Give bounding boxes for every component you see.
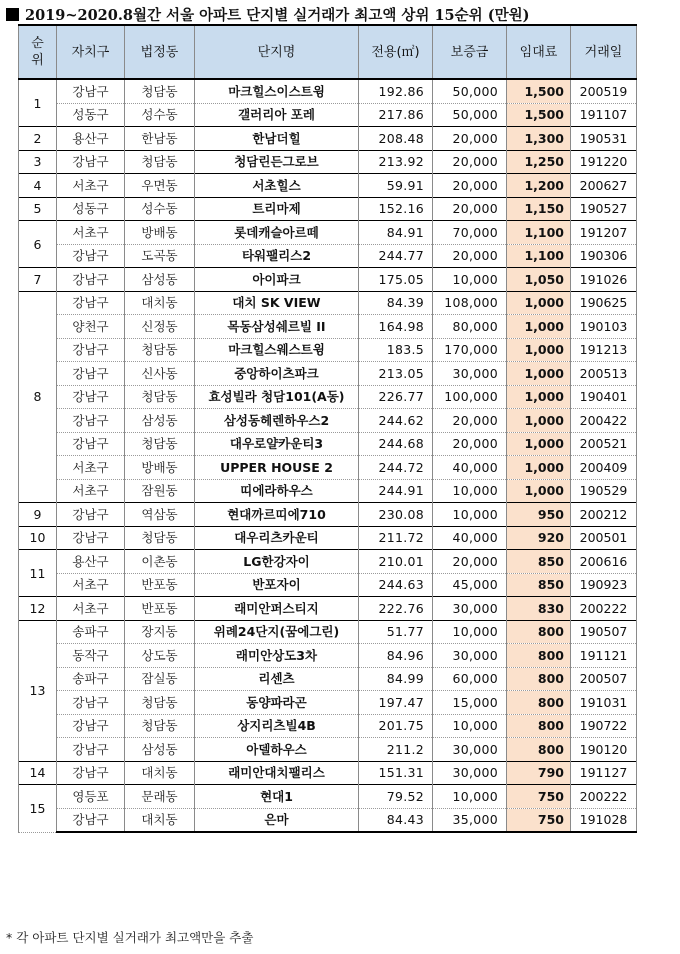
area-cell: 244.68 [359,432,433,456]
rent-cell: 800 [507,714,571,738]
rank-cell: 13 [19,620,57,761]
dong-cell: 대치동 [125,808,195,832]
rent-cell: 800 [507,644,571,668]
deposit-cell: 35,000 [433,808,507,832]
deposit-cell: 20,000 [433,150,507,174]
deposit-cell: 170,000 [433,338,507,362]
rent-cell: 1,250 [507,150,571,174]
district-cell: 강남구 [57,244,125,268]
rank-cell: 7 [19,268,57,292]
deposit-cell: 20,000 [433,432,507,456]
date-cell: 190722 [571,714,637,738]
district-cell: 서초구 [57,573,125,597]
date-cell: 191220 [571,150,637,174]
area-cell: 213.05 [359,362,433,386]
area-cell: 213.92 [359,150,433,174]
dong-cell: 성수동 [125,103,195,127]
area-cell: 210.01 [359,550,433,574]
table-row [19,362,637,386]
complex-cell: 중앙하이츠파크 [195,362,359,386]
complex-cell: 대우로얄카운티3 [195,432,359,456]
deposit-cell: 50,000 [433,79,507,103]
rent-cell: 1,050 [507,268,571,292]
area-cell: 211.72 [359,526,433,550]
district-cell: 용산구 [57,550,125,574]
district-cell: 서초구 [57,221,125,245]
dong-cell: 성수동 [125,197,195,221]
complex-cell: 마크힐스이스트윙 [195,79,359,103]
area-cell: 244.63 [359,573,433,597]
footnote: * 각 아파트 단지별 실거래가 최고액만을 추출 [6,930,254,945]
area-cell: 244.77 [359,244,433,268]
deposit-cell: 10,000 [433,479,507,503]
dong-cell: 신사동 [125,362,195,386]
deposit-cell: 70,000 [433,221,507,245]
header-date: 거래일 [571,25,637,79]
table-header-row [19,25,637,79]
dong-cell: 잠원동 [125,479,195,503]
table-row [19,597,637,621]
rank-cell: 15 [19,785,57,833]
date-cell: 200513 [571,362,637,386]
header-complex: 단지명 [195,25,359,79]
deposit-cell: 30,000 [433,738,507,762]
date-cell: 200409 [571,456,637,480]
deposit-cell: 30,000 [433,644,507,668]
district-cell: 강남구 [57,503,125,527]
dong-cell: 우면동 [125,174,195,198]
dong-cell: 삼성동 [125,409,195,433]
rent-cell: 1,000 [507,385,571,409]
dong-cell: 청담동 [125,432,195,456]
table-row [19,714,637,738]
complex-cell: 현대까르띠에710 [195,503,359,527]
dong-cell: 방배동 [125,456,195,480]
area-cell: 192.86 [359,79,433,103]
table-row [19,738,637,762]
rent-cell: 920 [507,526,571,550]
date-cell: 200521 [571,432,637,456]
rank-cell: 4 [19,174,57,198]
complex-cell: 은마 [195,808,359,832]
table-row [19,761,637,785]
district-cell: 강남구 [57,691,125,715]
dong-cell: 청담동 [125,150,195,174]
rent-cell: 800 [507,691,571,715]
district-cell: 강남구 [57,409,125,433]
dong-cell: 삼성동 [125,738,195,762]
date-cell: 191026 [571,268,637,292]
table-row [19,150,637,174]
deposit-cell: 100,000 [433,385,507,409]
complex-cell: 청담린든그로브 [195,150,359,174]
table-row [19,691,637,715]
table-body [19,79,637,832]
header-area: 전용(㎡) [359,25,433,79]
dong-cell: 장지동 [125,620,195,644]
date-cell: 190527 [571,197,637,221]
table-row [19,432,637,456]
header-rent: 임대료 [507,25,571,79]
rent-cell: 1,000 [507,291,571,315]
table-row [19,573,637,597]
dong-cell: 청담동 [125,385,195,409]
rent-cell: 790 [507,761,571,785]
deposit-cell: 60,000 [433,667,507,691]
table-row [19,315,637,339]
rent-cell: 850 [507,550,571,574]
date-cell: 191028 [571,808,637,832]
complex-cell: 트리마제 [195,197,359,221]
deposit-cell: 30,000 [433,761,507,785]
area-cell: 217.86 [359,103,433,127]
complex-cell: LG한강자이 [195,550,359,574]
rent-cell: 1,000 [507,456,571,480]
deposit-cell: 20,000 [433,244,507,268]
area-cell: 59.91 [359,174,433,198]
date-cell: 190923 [571,573,637,597]
district-cell: 강남구 [57,808,125,832]
district-cell: 강남구 [57,79,125,103]
dong-cell: 청담동 [125,526,195,550]
rent-cell: 1,000 [507,362,571,386]
deposit-cell: 40,000 [433,456,507,480]
deposit-cell: 20,000 [433,550,507,574]
area-cell: 84.91 [359,221,433,245]
deposit-cell: 30,000 [433,362,507,386]
table-row [19,385,637,409]
area-cell: 84.39 [359,291,433,315]
table-row [19,667,637,691]
dong-cell: 반포동 [125,597,195,621]
rent-cell: 1,000 [507,338,571,362]
complex-cell: 현대1 [195,785,359,809]
dong-cell: 상도동 [125,644,195,668]
complex-cell: 서초힐스 [195,174,359,198]
header-dong: 법정동 [125,25,195,79]
rent-cell: 750 [507,785,571,809]
table-row [19,620,637,644]
dong-cell: 청담동 [125,714,195,738]
rank-cell: 5 [19,197,57,221]
dong-cell: 신정동 [125,315,195,339]
date-cell: 190529 [571,479,637,503]
district-cell: 성동구 [57,103,125,127]
district-cell: 강남구 [57,150,125,174]
complex-cell: 목동삼성쉐르빌 II [195,315,359,339]
table-row [19,785,637,809]
area-cell: 226.77 [359,385,433,409]
table-row [19,550,637,574]
table-row [19,79,637,103]
header-district: 자치구 [57,25,125,79]
date-cell: 190531 [571,127,637,151]
complex-cell: 상지리츠빌4B [195,714,359,738]
deposit-cell: 10,000 [433,785,507,809]
area-cell: 152.16 [359,197,433,221]
complex-cell: UPPER HOUSE 2 [195,456,359,480]
deposit-cell: 45,000 [433,573,507,597]
deposit-cell: 80,000 [433,315,507,339]
dong-cell: 반포동 [125,573,195,597]
complex-cell: 반포자이 [195,573,359,597]
dong-cell: 역삼동 [125,503,195,527]
date-cell: 200627 [571,174,637,198]
deposit-cell: 10,000 [433,268,507,292]
complex-cell: 롯데캐슬아르떼 [195,221,359,245]
deposit-cell: 20,000 [433,174,507,198]
district-cell: 강남구 [57,526,125,550]
dong-cell: 한남동 [125,127,195,151]
rank-cell: 3 [19,150,57,174]
date-cell: 200507 [571,667,637,691]
complex-cell: 래미안상도3차 [195,644,359,668]
date-cell: 190401 [571,385,637,409]
table-row [19,338,637,362]
deposit-cell: 15,000 [433,691,507,715]
area-cell: 175.05 [359,268,433,292]
district-cell: 강남구 [57,385,125,409]
rent-cell: 1,000 [507,432,571,456]
rent-cell: 800 [507,738,571,762]
dong-cell: 삼성동 [125,268,195,292]
district-cell: 성동구 [57,197,125,221]
deposit-cell: 10,000 [433,620,507,644]
district-cell: 강남구 [57,268,125,292]
date-cell: 200616 [571,550,637,574]
rank-cell: 1 [19,79,57,127]
date-cell: 190507 [571,620,637,644]
rent-cell: 850 [507,573,571,597]
rent-cell: 1,200 [507,174,571,198]
complex-cell: 아이파크 [195,268,359,292]
date-cell: 191213 [571,338,637,362]
deposit-cell: 20,000 [433,127,507,151]
district-cell: 서초구 [57,479,125,503]
rent-cell: 750 [507,808,571,832]
deposit-cell: 10,000 [433,714,507,738]
rank-cell: 2 [19,127,57,151]
complex-cell: 타워팰리스2 [195,244,359,268]
table-row [19,409,637,433]
dong-cell: 청담동 [125,338,195,362]
table-row [19,174,637,198]
date-cell: 191127 [571,761,637,785]
dong-cell: 잠실동 [125,667,195,691]
district-cell: 용산구 [57,127,125,151]
rent-cell: 1,000 [507,479,571,503]
table-row [19,503,637,527]
rent-cell: 1,000 [507,315,571,339]
rent-cell: 1,000 [507,409,571,433]
district-cell: 서초구 [57,597,125,621]
rank-cell: 14 [19,761,57,785]
area-cell: 164.98 [359,315,433,339]
district-cell: 강남구 [57,714,125,738]
rank-cell: 12 [19,597,57,621]
complex-cell: 리센츠 [195,667,359,691]
header-rank: 순 위 [19,25,57,79]
date-cell: 191121 [571,644,637,668]
area-cell: 84.43 [359,808,433,832]
area-cell: 244.91 [359,479,433,503]
complex-cell: 위례24단지(꿈에그린) [195,620,359,644]
deposit-cell: 30,000 [433,597,507,621]
dong-cell: 청담동 [125,79,195,103]
complex-cell: 띠에라하우스 [195,479,359,503]
date-cell: 190120 [571,738,637,762]
date-cell: 191207 [571,221,637,245]
date-cell: 191107 [571,103,637,127]
complex-cell: 갤러리아 포레 [195,103,359,127]
dong-cell: 대치동 [125,291,195,315]
complex-cell: 대우리츠카운티 [195,526,359,550]
district-cell: 강남구 [57,738,125,762]
date-cell: 200422 [571,409,637,433]
table-row [19,197,637,221]
district-cell: 양천구 [57,315,125,339]
area-cell: 244.62 [359,409,433,433]
black-square-icon [6,8,19,21]
title-text: 2019~2020.8월간 서울 아파트 단지별 실거래가 최고액 상위 15순위 (만원) [25,6,530,24]
deposit-cell: 108,000 [433,291,507,315]
complex-cell: 삼성동헤렌하우스2 [195,409,359,433]
district-cell: 강남구 [57,291,125,315]
district-cell: 서초구 [57,456,125,480]
table-row [19,291,637,315]
complex-cell: 대치 SK VIEW [195,291,359,315]
complex-cell: 래미안대치팰리스 [195,761,359,785]
header-deposit: 보증금 [433,25,507,79]
table-row [19,456,637,480]
district-cell: 강남구 [57,761,125,785]
rent-cell: 1,100 [507,244,571,268]
district-cell: 강남구 [57,362,125,386]
area-cell: 197.47 [359,691,433,715]
deposit-cell: 20,000 [433,197,507,221]
table-row [19,127,637,151]
rent-cell: 1,500 [507,103,571,127]
rent-cell: 1,300 [507,127,571,151]
area-cell: 183.5 [359,338,433,362]
date-cell: 200222 [571,597,637,621]
date-cell: 200212 [571,503,637,527]
rent-cell: 800 [507,620,571,644]
area-cell: 84.96 [359,644,433,668]
area-cell: 244.72 [359,456,433,480]
rank-cell: 8 [19,291,57,503]
area-cell: 222.76 [359,597,433,621]
area-cell: 211.2 [359,738,433,762]
district-cell: 동작구 [57,644,125,668]
district-cell: 영등포 [57,785,125,809]
dong-cell: 도곡동 [125,244,195,268]
dong-cell: 청담동 [125,691,195,715]
rent-cell: 1,150 [507,197,571,221]
dong-cell: 대치동 [125,761,195,785]
deposit-cell: 50,000 [433,103,507,127]
rank-cell: 9 [19,503,57,527]
dong-cell: 방배동 [125,221,195,245]
rank-cell: 6 [19,221,57,268]
complex-cell: 래미안퍼스티지 [195,597,359,621]
date-cell: 200519 [571,79,637,103]
date-cell: 190625 [571,291,637,315]
complex-cell: 마크힐스웨스트윙 [195,338,359,362]
table-row [19,644,637,668]
area-cell: 151.31 [359,761,433,785]
date-cell: 190103 [571,315,637,339]
rent-cell: 1,100 [507,221,571,245]
rent-cell: 800 [507,667,571,691]
date-cell: 191031 [571,691,637,715]
area-cell: 79.52 [359,785,433,809]
district-cell: 송파구 [57,620,125,644]
deposit-cell: 40,000 [433,526,507,550]
district-cell: 강남구 [57,432,125,456]
date-cell: 190306 [571,244,637,268]
table-row [19,221,637,245]
rank-cell: 10 [19,526,57,550]
dong-cell: 이촌동 [125,550,195,574]
area-cell: 208.48 [359,127,433,151]
table-row [19,268,637,292]
rent-cell: 950 [507,503,571,527]
area-cell: 230.08 [359,503,433,527]
area-cell: 84.99 [359,667,433,691]
complex-cell: 동양파라곤 [195,691,359,715]
complex-cell: 한남더힐 [195,127,359,151]
deposit-cell: 10,000 [433,503,507,527]
rent-ranking-table [18,24,637,833]
deposit-cell: 20,000 [433,409,507,433]
district-cell: 강남구 [57,338,125,362]
table-row [19,808,637,832]
table-row [19,103,637,127]
table-row [19,244,637,268]
document-title [6,4,529,24]
rank-cell: 11 [19,550,57,597]
date-cell: 200222 [571,785,637,809]
area-cell: 51.77 [359,620,433,644]
rent-cell: 830 [507,597,571,621]
complex-cell: 효성빌라 청담101(A동) [195,385,359,409]
table-row [19,479,637,503]
rent-cell: 1,500 [507,79,571,103]
district-cell: 송파구 [57,667,125,691]
table-row [19,526,637,550]
complex-cell: 아델하우스 [195,738,359,762]
district-cell: 서초구 [57,174,125,198]
area-cell: 201.75 [359,714,433,738]
date-cell: 200501 [571,526,637,550]
dong-cell: 문래동 [125,785,195,809]
